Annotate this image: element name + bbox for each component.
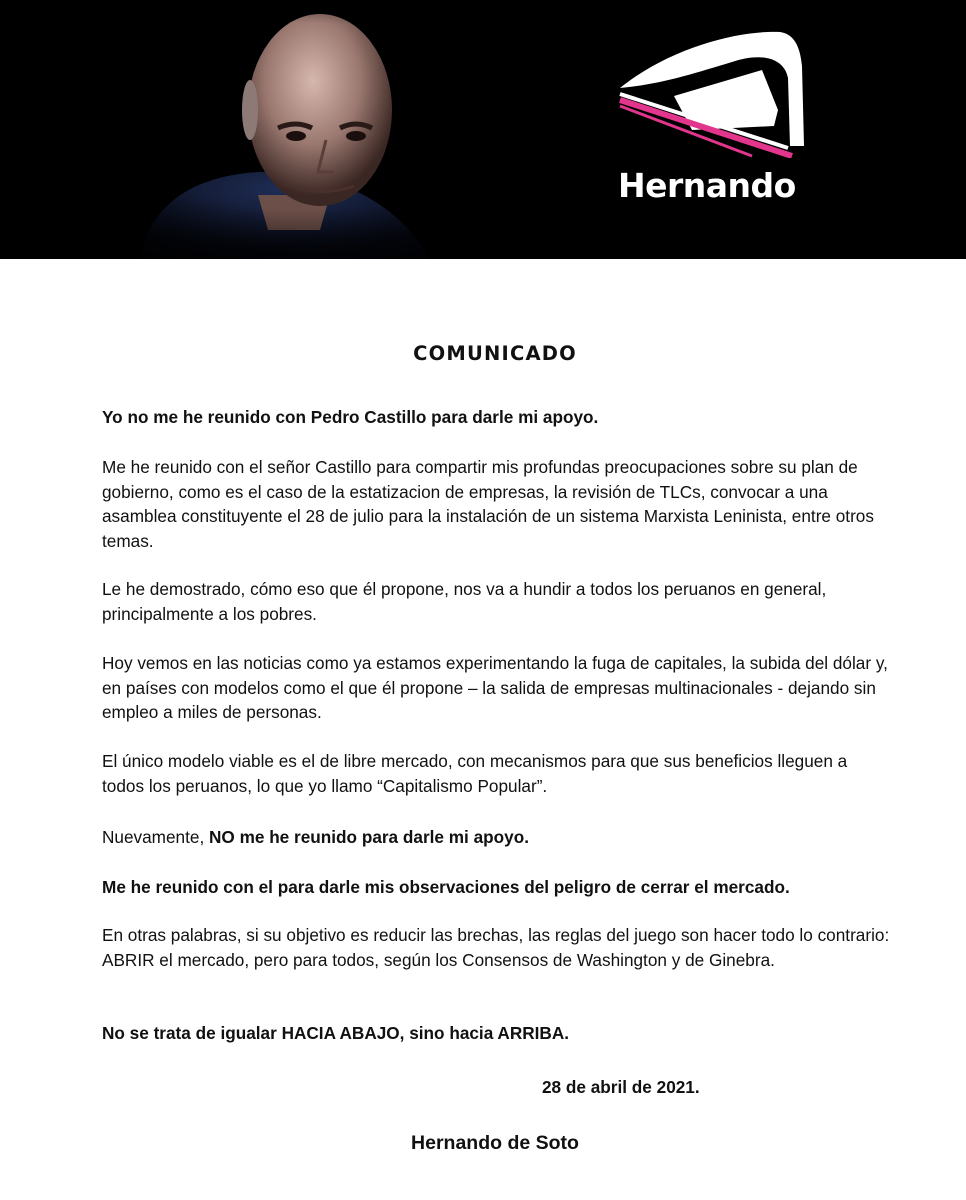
logo-wordmark: Hernando xyxy=(618,166,796,205)
paragraph-6 xyxy=(102,825,894,850)
document-title: COMUNICADO xyxy=(413,342,577,365)
paragraph-5: El único modelo viable es el de libre mercado, con mecanismos para que sus beneficios lleguen a todos los peruanos, lo que yo llamo “Capitalismo Popular”. xyxy=(102,751,848,796)
paragraph-2: Me he reunido con el señor Castillo para compartir mis profundas preocupaciones sobre su plan de gobierno, como es el caso de la estatizacion de empresas, la revisión de TLCs, convocar a una asamblea constituyente el 28 de julio para la instalación de un sistema Marxista Leninista, entre otros temas. xyxy=(102,457,874,551)
paragraph-1: Yo no me he reunido con Pedro Castillo para darle mi apoyo. xyxy=(102,407,599,427)
portrait-photo xyxy=(0,0,560,259)
paragraph-3: Le he demostrado, cómo eso que él propone, nos va a hundir a todos los peruanos en general, principalmente a los pobres. xyxy=(102,579,827,624)
document-date: 28 de abril de 2021. xyxy=(542,1077,700,1097)
paragraph-4: Hoy vemos en las noticias como ya estamos experimentando la fuga de capitales, la subida del dólar y, en países con modelos como el que él propone – la salida de empresas multinacionales - dejando sin empleo a miles de personas. xyxy=(102,653,888,722)
paragraph-8: En otras palabras, si su objetivo es reducir las brechas, las reglas del juego son hacer todo lo contrario: ABRIR el mercado, pero para todos, según los Consensos de Washington y de Ginebra. xyxy=(102,925,890,970)
train-logo-icon xyxy=(612,26,812,158)
paragraph-9: No se trata de igualar HACIA ABAJO, sino hacia ARRIBA. xyxy=(102,1023,570,1043)
header-banner xyxy=(0,0,966,259)
paragraph-6-emphasis: NO me he reunido para darle mi apoyo. xyxy=(209,827,529,847)
paragraph-7: Me he reunido con el para darle mis observaciones del peligro de cerrar el mercado. xyxy=(102,877,790,897)
signature: Hernando de Soto xyxy=(411,1132,579,1154)
paragraph-6-lead: Nuevamente, xyxy=(102,827,210,847)
